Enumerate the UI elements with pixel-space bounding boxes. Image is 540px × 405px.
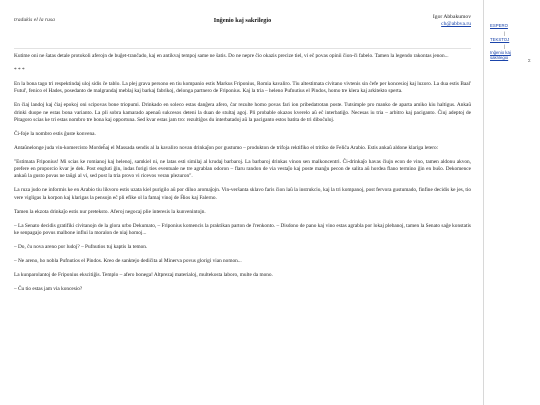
section-separator: * * * <box>14 66 25 73</box>
sidebar-link-tekstoj[interactable]: TEKSTOJ <box>490 37 510 42</box>
paragraph: – Ĉu tio estas jam via koncesio? <box>14 285 83 292</box>
document-header <box>14 12 471 48</box>
paragraph: – La Senato decidis gratifiki civitanojn de la glora urbo Dekumato, – Friponius komencis la praktikan parton de l'renkonto. – Disdono de pano kaj vino estas agrabla por lokaj plebanoj, tamen la Senato saĝe konstatis ke senpagajo povus malbone influi la moralon de niaj homoj... <box>14 222 471 236</box>
paragraph: Antaŭnelonge juda vin-komercisto Mordeĥaj el Massada sendis al la kavaliro novan drinkaĵon por gustumo – produkton de trifoja rektifiko el tritiko de Feliĉa Arabio. Estis ankaŭ aldone klariga letero: <box>14 144 439 151</box>
translator-note: tradukis el la rusa <box>14 17 55 23</box>
paragraph: En ĉiaj landoj kaj ĉiaj epokoj oni scipovas bone triopumi. Drinkado en soleco estas danĝera afero, ĉar rezulte homo povas fari ion pribedatrotan poste. Tutsimple pro manko de aparta amiko kiu haltigus. Ankaŭ drinki duope ne estas bona varianto. La pli sobra kamarado apenaŭ sukcesos deteni la duan de stultaj agoj. Pli probable okazos kverelo aŭ eĉ interbatiĝo. Necesas iu tria – arbitro kaj paciganto. Ĉiuj adeptoj de Pitagoro scias ke tri estas nombro tre bona kaj opportuna. Sed kvar estas jam tro: rezultiĝos du interbatadoj aŭ la paciganto estos batita de tri diboĉuloj. <box>14 102 471 123</box>
sidebar-navigation <box>490 0 540 405</box>
paragraph: Kutime oni ne ŝatas detale protokoli aferojn de buĝet-trančado, kaj en antikvaj tempoj same ne ŝatis. Do ne nepre ĉio okazis precize tiel, vi eĉ povas opinii ĉion-ĉi fabelo. Tamen la legendo rakontas jenon... <box>14 53 449 59</box>
paragraph: La kunparolantoj de Friponius ekscitiĝis. Templo – afero bonega! Altprezaj materialoj, multekosta laboro, multe da mono. <box>14 271 273 278</box>
paragraph: La ruza judo ne informis ke en Arabio tiu likvoro estis uzata kiel purigilo aŭ por diluo aromaĵojn. Vin-verŝanta sklavo faris ĉion laŭ la instrukcio, kaj la tri kompanoj, post fervora gustumado, finfine decidis ke jes, tio vere vigligas la korpon kaj klarigas la pensojn eĉ pli efike ol la famaj vinoj de Ĥios kaj Falerno. <box>14 187 471 201</box>
author-block <box>433 14 471 28</box>
author-email-link[interactable]: ch@abbva.ru <box>441 21 471 27</box>
document-title: Inĝenio kaj sakrilegio <box>213 17 272 24</box>
paragraph: Tamen la ekzota drinkaĵo estis nur pretekstо. Aferoj negocaj plie interesis la kunvenintojn. <box>14 208 206 215</box>
paragraph: – Ne areno, ho nobla Pufnutios el Pindos. Kreo de sanktejo dediĉita al Minerva povus glorigi vian nomon... <box>14 257 242 264</box>
sidebar-link-espero[interactable]: ESPERO <box>490 23 508 28</box>
author-name: Igor Abbakumov <box>432 14 471 20</box>
paragraph: – Do, ĉu nova areno por ludoj? – Pufnutios tuj kaptis la temon. <box>14 243 148 250</box>
sidebar-separator: | <box>504 31 506 36</box>
sidebar-mark: Σ <box>528 58 531 63</box>
header-divider <box>14 48 471 49</box>
sidebar-separator: | <box>504 44 506 49</box>
paragraph: Ĉi-foje la nombro estis ĝuste konvena. <box>14 130 96 137</box>
paragraph: "Estimata Friponius! Mi scias ke romianoj kaj helenoj, samkiel ni, ne latas esti similaj al krudaj barbaroj. La barbaroj drinkas vinon sen malkoncentri. Ĉi-drinkaĵo havas ĉiujn econ de vino, tamen aldonu akvon, prefere en proporcio kvar je dek. Post engluti ĝin, indas forigi ties eventuale ne tre agrablan odoron – flaru randon de via vestaĵo kaj poste manĝu pecon de salita aŭ hordea flano termino ĝin en buŝo. Dekomence ankaŭ la gusto povas ne taŭgi al vi, sed post la tria provo vi ricevos veran plezuron". <box>14 158 471 180</box>
paragraph: En la bona tago tri respektindaj uloj sidis ĉe tablo. La plej grava persono en tiu kompanio estis Markus Friponius, Romia kavaliro. Tiu altestimata civitano vivtenis sin ĉefe per koncesioj kaj luzoro. La dua estis Baal' Futul', fenico el Hades, posedanto de malgrandaj meblaj kaj barkaj fabrikoj, delonga partnero de Friponius. Kaj la tria – heleno Pufnutius el Pindos, homo tre klera kaj arkitekto sperta. <box>14 80 471 95</box>
document-body <box>14 53 471 293</box>
sidebar-link-current-text[interactable]: Inĝenio kaj sakrilegio <box>490 50 511 61</box>
